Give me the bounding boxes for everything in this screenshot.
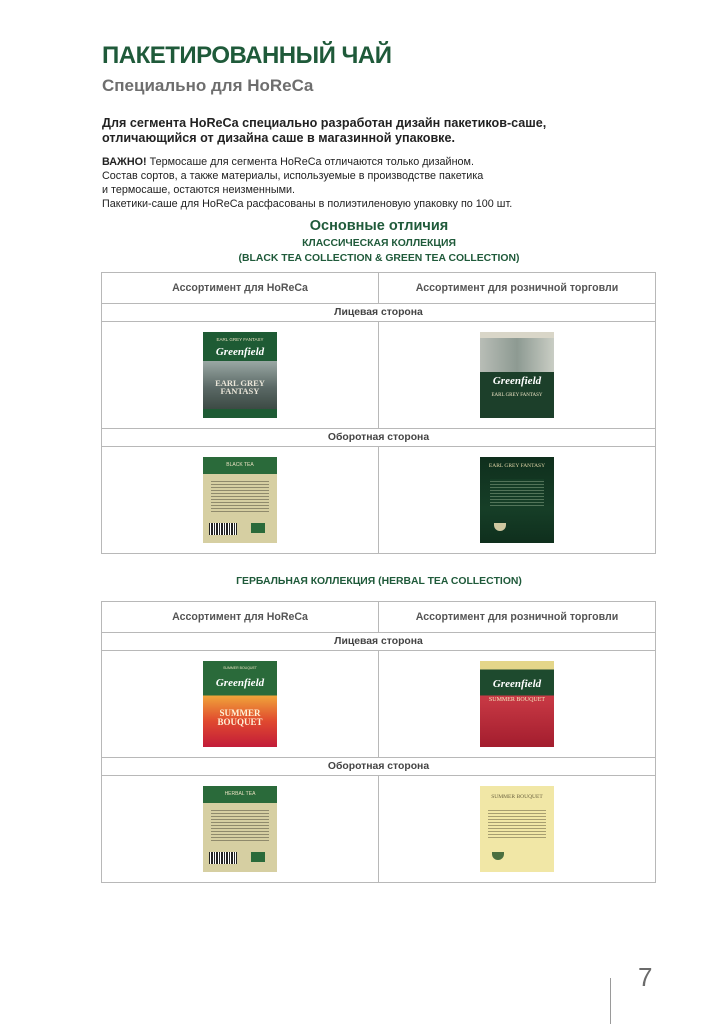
sachet-fine-print xyxy=(211,808,269,842)
lead-line: Для сегмента HoReCa специально разработан дизайн пакетиков-саше, xyxy=(102,116,547,130)
sachet-variety-text: EARL GREY FANTASY xyxy=(216,337,264,342)
brand-logo: Greenfield xyxy=(215,346,265,358)
sachet-fine-print xyxy=(488,808,546,838)
teacup-icon xyxy=(492,852,504,860)
sachet-product-name xyxy=(203,379,277,395)
classic-collection-subtitle: (BLACK TEA COLLECTION & GREEN TEA COLLECTION) xyxy=(238,253,520,264)
retail-front-cell xyxy=(379,322,656,429)
earl-grey-horeca-front-image xyxy=(203,332,277,418)
barcode-icon xyxy=(209,852,237,864)
lead-line: отличающийся от дизайна саше в магазинной упаковке. xyxy=(102,131,455,145)
sachet-name-line: EARL GREY xyxy=(215,378,265,388)
note-text: Термосаше для сегмента HoReCa отличаются только дизайном. xyxy=(146,156,474,168)
sachet-variety-text: BLACK TEA xyxy=(226,462,254,468)
summer-bouquet-retail-back-image xyxy=(480,786,554,872)
horeca-back-cell xyxy=(102,447,379,554)
sachet-product-name xyxy=(203,709,277,727)
page-subtitle: Специально для HoReCa xyxy=(102,76,314,95)
brand-logo: Greenfield xyxy=(492,678,542,690)
retail-back-cell xyxy=(379,776,656,883)
important-note xyxy=(102,155,622,211)
column-header-horeca: Ассортимент для HoReCa xyxy=(102,602,379,633)
retail-front-cell xyxy=(379,651,656,758)
horeca-front-cell xyxy=(102,322,379,429)
section-heading: Основные отличия xyxy=(309,218,449,234)
recycle-mark-icon xyxy=(251,852,265,862)
sachet-fine-print xyxy=(211,479,269,513)
retail-back-cell xyxy=(379,447,656,554)
sachet-product-name: EARL GREY FANTASY xyxy=(491,393,543,398)
column-header-retail: Ассортимент для розничной торговли xyxy=(379,602,656,633)
herbal-comparison-table xyxy=(101,601,656,883)
sachet-name-line: SUMMER xyxy=(219,708,261,718)
lead-paragraph xyxy=(102,116,622,146)
sachet-variety-text: HERBAL TEA xyxy=(224,791,256,797)
classic-comparison-table xyxy=(101,272,656,554)
note-line: Пакетики-саше для HoReCa расфасованы в полиэтиленовую упаковку по 100 шт. xyxy=(102,198,513,210)
sachet-name-line: BOUQUET xyxy=(217,717,263,727)
earl-grey-horeca-back-image xyxy=(203,457,277,543)
earl-grey-retail-back-image xyxy=(480,457,554,543)
recycle-mark-icon xyxy=(251,523,265,533)
sachet-product-name: SUMMER BOUQUET xyxy=(491,794,543,800)
note-line: Состав сортов, а также материалы, используемые в производстве пакетика xyxy=(102,170,484,182)
sachet-name-line: FANTASY xyxy=(220,386,260,396)
page-number: 7 xyxy=(638,962,653,992)
brand-logo: Greenfield xyxy=(492,375,542,387)
classic-collection-title: КЛАССИЧЕСКАЯ КОЛЛЕКЦИЯ xyxy=(302,238,456,249)
column-header-horeca: Ассортимент для HoReCa xyxy=(102,273,379,304)
teacup-icon xyxy=(494,523,506,531)
earl-grey-retail-front-image xyxy=(480,332,554,418)
sachet-variety-text: SUMMER BOUQUET xyxy=(223,666,257,670)
page-title: ПАКЕТИРОВАННЫЙ ЧАЙ xyxy=(102,42,392,69)
front-side-label: Лицевая сторона xyxy=(102,633,656,651)
horeca-front-cell xyxy=(102,651,379,758)
column-header-retail: Ассортимент для розничной торговли xyxy=(379,273,656,304)
sachet-bottom-bar xyxy=(203,409,277,418)
brand-logo: Greenfield xyxy=(215,677,265,689)
back-side-label: Оборотная сторона xyxy=(102,429,656,447)
page-number-divider xyxy=(610,978,611,1024)
summer-bouquet-horeca-front-image xyxy=(203,661,277,747)
herbal-collection-title: ГЕРБАЛЬНАЯ КОЛЛЕКЦИЯ (HERBAL TEA COLLECTION) xyxy=(236,576,522,587)
sachet-product-name: EARL GREY FANTASY xyxy=(488,463,546,469)
note-line xyxy=(102,155,622,169)
front-side-label: Лицевая сторона xyxy=(102,304,656,322)
back-side-label: Оборотная сторона xyxy=(102,758,656,776)
summer-bouquet-horeca-back-image xyxy=(203,786,277,872)
sachet-product-name: SUMMER BOUQUET xyxy=(488,697,546,703)
horeca-back-cell xyxy=(102,776,379,883)
summer-bouquet-retail-front-image xyxy=(480,661,554,747)
note-line: и термосаше, остаются неизменными. xyxy=(102,184,296,196)
landscape-image xyxy=(480,338,554,372)
sachet-fine-print xyxy=(490,479,544,507)
important-label: ВАЖНО! xyxy=(102,156,147,168)
barcode-icon xyxy=(209,523,237,535)
